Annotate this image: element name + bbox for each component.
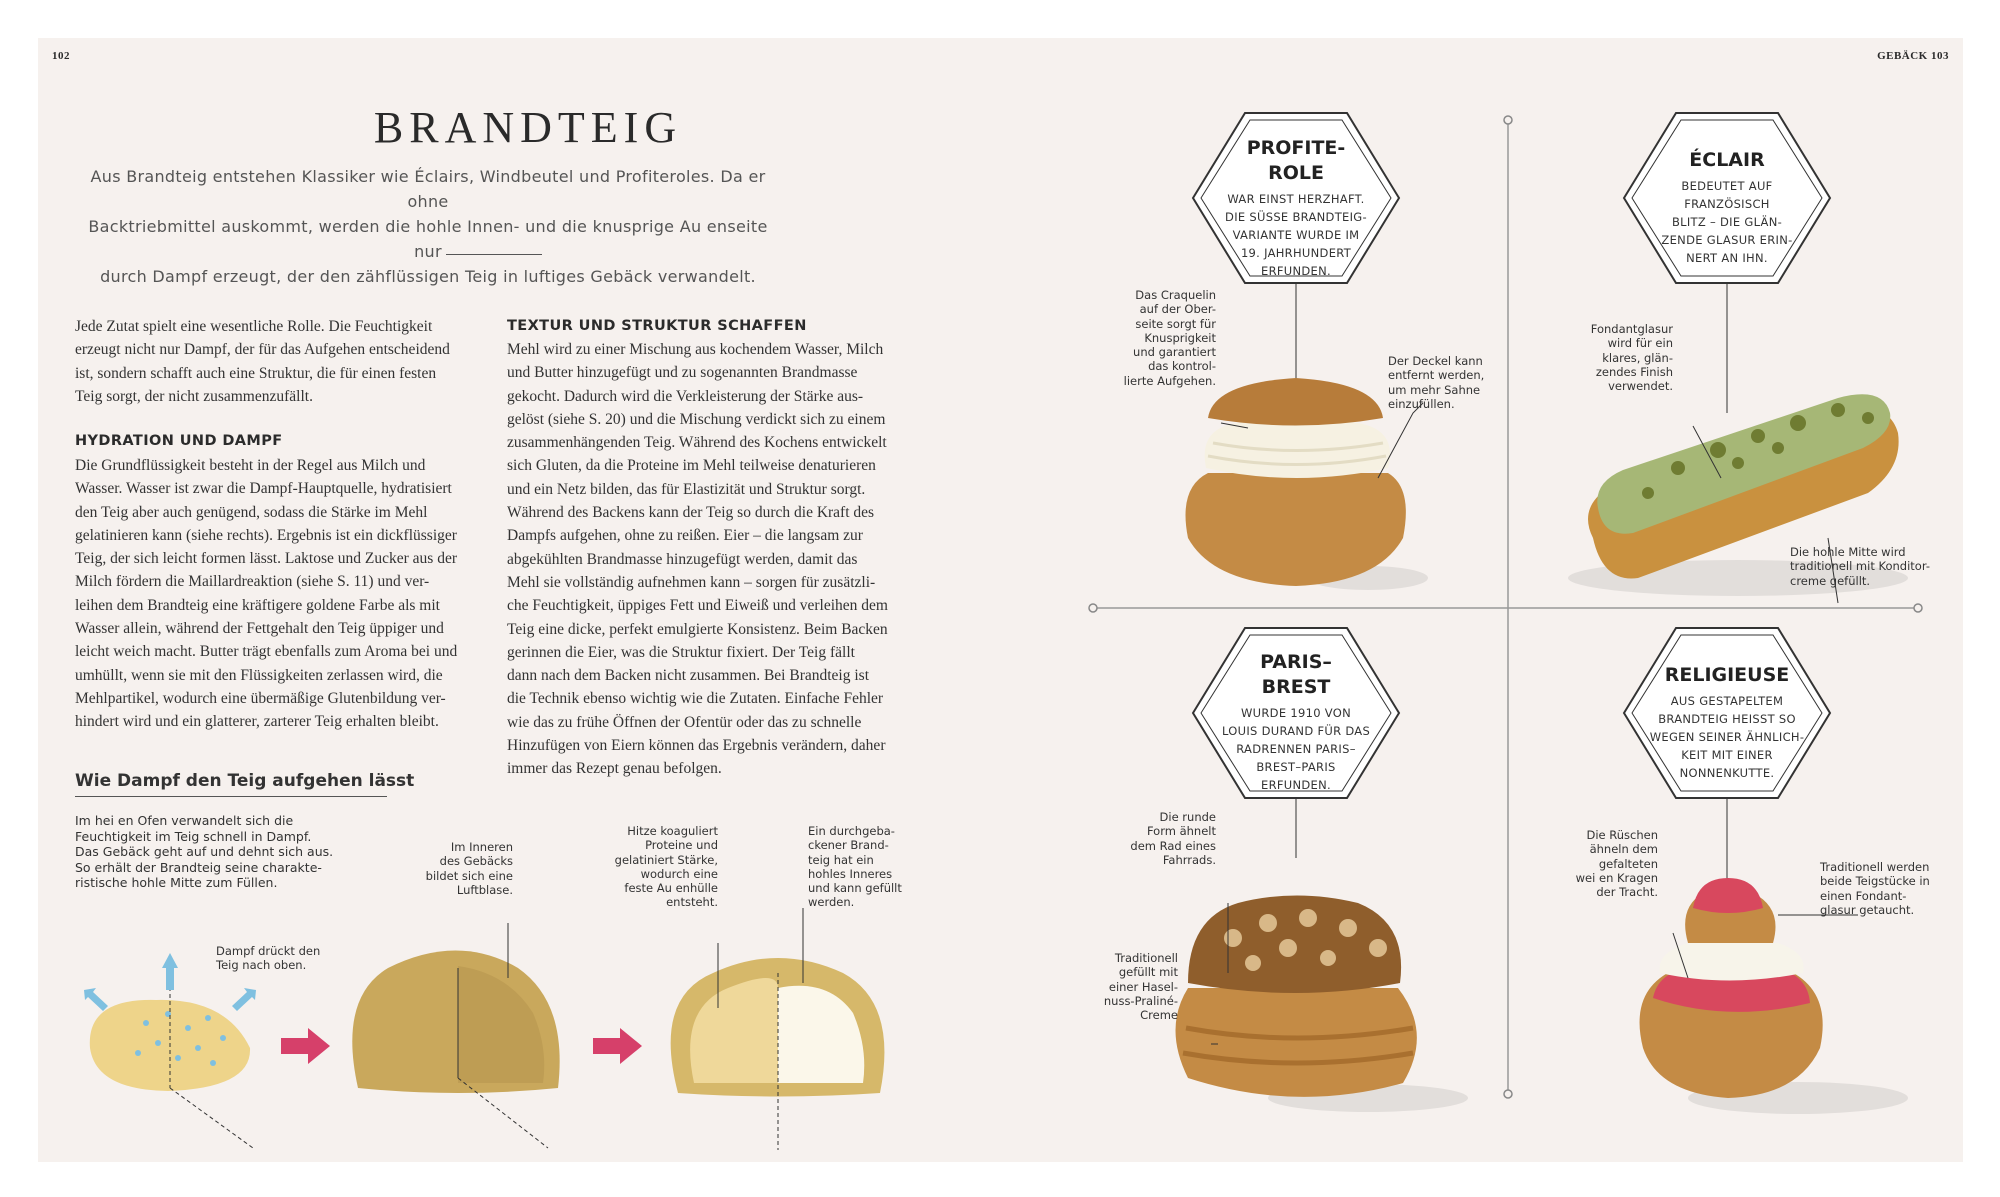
text-line: des Gebäcks: [439, 854, 513, 869]
text-line: abgekühlten Brandmasse hinzugefügt werden, damit das: [507, 550, 858, 568]
text-line: wird für ein: [1607, 336, 1673, 351]
text-line: Die Grundflüssigkeit besteht in der Regel aus Milch und: [75, 457, 426, 474]
hex-text-line: BEDEUTET AUF: [1681, 179, 1773, 193]
text-line: ähneln dem: [1589, 842, 1658, 857]
text-line: traditionell mit Konditor-: [1790, 559, 1930, 574]
text-line: Im Inneren: [450, 840, 513, 854]
text-line: wie das zu frühe Öffnen der Ofentür oder das zu schnelle: [507, 713, 862, 731]
text-line: Teig nach oben.: [216, 958, 307, 973]
text-line: Im hei en Ofen verwandelt sich die: [75, 813, 294, 828]
hex-text-line: ZENDE GLASUR ERIN-: [1661, 233, 1793, 247]
caption-religieuse-ruffles: [1533, 828, 1658, 899]
text-line: Dampf drückt den: [216, 944, 321, 958]
caption-profiterole-lid: [1388, 354, 1508, 411]
hex-title-line: PROFITE-: [1246, 137, 1346, 159]
text-line: Knusprigkeit: [1144, 330, 1216, 345]
text-line: Form ähnelt: [1146, 824, 1216, 839]
text-line: Fondantglasur: [1590, 322, 1673, 336]
hex-text-line: 19. JAHRHUNDERT: [1240, 246, 1352, 260]
hex-text-line: FRANZÖSISCH: [1684, 197, 1770, 211]
caption-eclair-glaze: [1538, 322, 1673, 393]
caption-paris-brest-filling: [1058, 951, 1178, 1022]
hex-eclair: [1637, 148, 1817, 267]
text-line: Mehl wird zu einer Mischung aus kochendem Wasser, Milch: [507, 341, 884, 358]
text-line: einen Fondant-: [1820, 888, 1907, 903]
text-line: Traditionell werden: [1820, 860, 1930, 874]
hex-title-line: ÉCLAIR: [1689, 149, 1765, 171]
text-line: das kontrol-: [1148, 359, 1216, 374]
text-line: Der Deckel kann: [1388, 354, 1483, 368]
hex-profiterole: [1206, 136, 1386, 280]
page-header-right: GEBÄCK 103: [1877, 50, 1949, 62]
text-line: Die Rüschen: [1586, 828, 1658, 842]
hex-title-line: RELIGIEUSE: [1664, 664, 1790, 686]
hex-text-line: NONNENKUTTE.: [1679, 766, 1775, 780]
text-line: und kann gefüllt: [808, 881, 902, 896]
text-line: Die hohle Mitte wird: [1790, 545, 1906, 559]
text-line: So erhält der Brandteig seine charakte-: [75, 859, 322, 875]
text-line: glasur getaucht.: [1820, 902, 1915, 917]
hex-title-line: PARIS–: [1260, 651, 1332, 673]
text-line: Jede Zutat spielt eine wesentliche Rolle. Die Feuchtigkeit: [75, 318, 433, 335]
text-line: entfernt werden,: [1388, 368, 1485, 383]
text-line: Die runde: [1159, 810, 1216, 824]
text-line: lierte Aufgehen.: [1123, 373, 1216, 388]
text-line: Das Craquelin: [1135, 288, 1216, 302]
intro-line: durch Dampf erzeugt, der den zähflüssigen Teig in luftiges Gebäck verwandelt.: [100, 267, 756, 286]
text-line: Hinzufügen von Eiern können das Ergebnis verändern, daher: [507, 737, 886, 755]
page-number-left: 102: [52, 50, 70, 62]
text-line: werden.: [808, 895, 855, 910]
text-line: leihen dem Brandteig eine kräftigere goldene Farbe als mit: [75, 596, 440, 614]
text-line: verwendet.: [1608, 379, 1673, 394]
caption-profiterole-craquelin: [1098, 288, 1216, 388]
text-line: hindert wird und ein glatterer, zarterer Teig erhalten bleibt.: [75, 713, 439, 731]
text-line: auf der Ober-: [1139, 302, 1216, 317]
text-line: Fahrrads.: [1162, 852, 1216, 867]
text-line: dem Rad eines: [1130, 838, 1216, 853]
text-line: gefüllt mit: [1118, 965, 1178, 980]
text-line: leicht weich macht. Butter trägt ebenfalls zum Aroma bei und: [75, 643, 458, 661]
hex-text-line: DIE SÜSSE BRANDTEIG-: [1225, 210, 1367, 224]
intro-line: Aus Brandteig entstehen Klassiker wie Éclairs, Windbeutel und Profiteroles. Da er ohne: [90, 167, 766, 211]
hex-title-line: ROLE: [1268, 162, 1324, 184]
text-line: gekocht. Dadurch wird die Verkleisterung der Stärke aus-: [507, 387, 864, 405]
text-line: klares, glän-: [1602, 350, 1673, 365]
text-line: ristische hohle Mitte zum Füllen.: [75, 875, 278, 890]
hex-text-line: WAR EINST HERZHAFT.: [1227, 192, 1365, 206]
text-line: der Tracht.: [1596, 885, 1658, 900]
text-line: und garantiert: [1133, 345, 1216, 360]
book-spread: [38, 38, 1963, 1162]
text-line: Luftblase.: [456, 882, 513, 897]
hex-text-line: KEIT MIT EINER: [1681, 748, 1773, 762]
caption-religieuse-glaze: [1820, 860, 1955, 917]
text-line: entsteht.: [666, 895, 718, 910]
text-line: gelatiniert Stärke,: [614, 852, 718, 867]
text-line: immer das Rezept genau befolgen.: [507, 760, 722, 778]
hex-title-line: BREST: [1261, 676, 1331, 698]
text-line: Wasser allein, während der Fettgehalt den Teig üppiger und: [75, 620, 444, 638]
hex-text-line: BREST–PARIS: [1256, 760, 1336, 774]
text-line: Dampfs aufgehen, ohne zu reißen. Eier – die langsam zur: [507, 527, 863, 545]
hex-text-line: RADRENNEN PARIS–: [1236, 742, 1356, 756]
text-line: Wasser. Wasser ist zwar die Dampf-Hauptquelle, hydratisiert: [75, 480, 452, 498]
text-line: gelöst (siehe S. 20) und die Mischung verdickt sich zu einem: [507, 410, 886, 428]
text-line: gelatinieren kann (siehe rechts). Ergebnis ist ein dickflüssiger: [75, 526, 457, 544]
text-line: Mehlpartikel, wodurch eine übermäßige Glutenbildung ver-: [75, 689, 446, 707]
text-line: gerinnen die Eier, was die Struktur fixiert. Der Teig fällt: [507, 643, 855, 661]
text-line: Teig sorgt, der nicht zusammenzufällt.: [75, 387, 313, 405]
text-line: Ein durchgeba-: [808, 824, 895, 838]
text-line: ckener Brand-: [808, 838, 889, 853]
hex-paris-brest: [1206, 650, 1386, 794]
text-line: wei en Kragen: [1575, 870, 1658, 885]
text-line: die Technik ebenso wichtig wie die Zutaten. Einfache Fehler: [507, 690, 884, 708]
text-line: gefalteten: [1598, 856, 1658, 871]
heading-texture: TEXTUR UND STRUKTUR SCHAFFEN: [507, 318, 807, 334]
text-line: Das Gebäck geht auf und dehnt sich aus.: [75, 844, 334, 859]
hex-text-line: ERFUNDEN.: [1261, 264, 1331, 278]
text-line: Mehl sie vollständig aufnehmen kann – sorgen für zusätzli-: [507, 573, 876, 591]
text-line: seite sorgt für: [1135, 316, 1216, 331]
text-line: che Feuchtigkeit, üppiges Fett und Eiweiß und verleihen dem: [507, 597, 888, 615]
text-line: zusammenhängenden Teig. Während des Kochens entwickelt: [507, 434, 887, 452]
text-line: Proteine und: [645, 838, 718, 853]
text-line: Milch fördern die Maillardreaktion (siehe S. 11) und ver-: [75, 573, 430, 591]
text-line: sich Gluten, da die Proteine im Mehl teilweise denaturieren: [507, 457, 876, 475]
text-line: und Butter hinzugefügt und zu sogenannten Brandmasse: [507, 364, 858, 382]
text-line: zendes Finish: [1595, 364, 1673, 379]
text-line: Creme: [1140, 1008, 1178, 1023]
text-line: beide Teigstücke in: [1820, 874, 1930, 889]
text-line: creme gefüllt.: [1790, 573, 1871, 588]
caption-paris-brest-shape: [1098, 810, 1216, 867]
hex-text-line: ERFUNDEN.: [1261, 778, 1331, 792]
text-line: einer Hasel-: [1108, 979, 1178, 994]
text-line: ist, sondern schafft auch eine Struktur, die für einen festen: [75, 364, 437, 382]
hex-text-line: AUS GESTAPELTEM: [1670, 694, 1784, 708]
hex-religieuse: [1637, 663, 1817, 782]
text-line: Hitze koaguliert: [627, 824, 718, 838]
hex-text-line: LOUIS DURAND FÜR DAS: [1221, 724, 1371, 738]
text-line: den Teig aber auch genügend, sodass die Stärke im Mehl: [75, 503, 428, 521]
text-line: Feuchtigkeit im Teig schnell in Dampf.: [75, 828, 312, 844]
text-line: nuss-Praliné-: [1103, 993, 1178, 1008]
text-line: wodurch eine: [640, 866, 718, 881]
text-line: dann nach dem Backen nicht zusammen. Bei Brandteig ist: [507, 667, 869, 685]
page-title: BRANDTEIG: [373, 103, 683, 152]
text-line: feste Au enhülle: [624, 881, 718, 896]
text-line: einzufüllen.: [1388, 396, 1455, 411]
text-line: bildet sich eine: [425, 868, 513, 883]
text-line: umhüllt, wenn sie mit den Flüssigkeiten zerlassen wird, die: [75, 666, 443, 684]
text-line: und ein Netz bilden, das für Elastizität und Struktur sorgt.: [507, 480, 866, 498]
text-line: um mehr Sahne: [1388, 382, 1481, 397]
text-line: hohles Inneres: [808, 866, 893, 881]
caption-eclair-filling: [1790, 545, 1950, 588]
hex-text-line: BRANDTEIG HEISST SO: [1658, 712, 1796, 726]
text-line: teig hat ein: [808, 852, 874, 867]
steam-heading: Wie Dampf den Teig aufgehen lässt: [75, 771, 415, 791]
hex-text-line: WEGEN SEINER ÄHNLICH-: [1649, 730, 1805, 744]
intro-line: Backtriebmittel auskommt, werden die hohle Innen- und die knusprige Au enseite nur: [88, 217, 768, 261]
text-line: erzeugt nicht nur Dampf, der für das Aufgehen entscheidend: [75, 341, 450, 359]
heading-hydration: HYDRATION UND DAMPF: [75, 433, 283, 449]
paris-brest-illustration: [1176, 896, 1469, 1113]
hex-text-line: NERT AN IHN.: [1686, 251, 1768, 265]
text-line: Während des Backens kann der Teig so durch die Kraft des: [507, 504, 875, 522]
hex-text-line: BLITZ – DIE GLÄN-: [1671, 215, 1783, 229]
text-line: Teig eine dicke, perfekt emulgierte Konsistenz. Beim Backen: [507, 620, 888, 638]
hex-text-line: VARIANTE WURDE IM: [1232, 228, 1360, 242]
hex-text-line: WURDE 1910 VON: [1241, 706, 1351, 720]
text-line: Teig, der sich leicht formen lässt. Laktose und Zucker aus der: [75, 550, 457, 568]
text-line: Traditionell: [1114, 951, 1178, 965]
